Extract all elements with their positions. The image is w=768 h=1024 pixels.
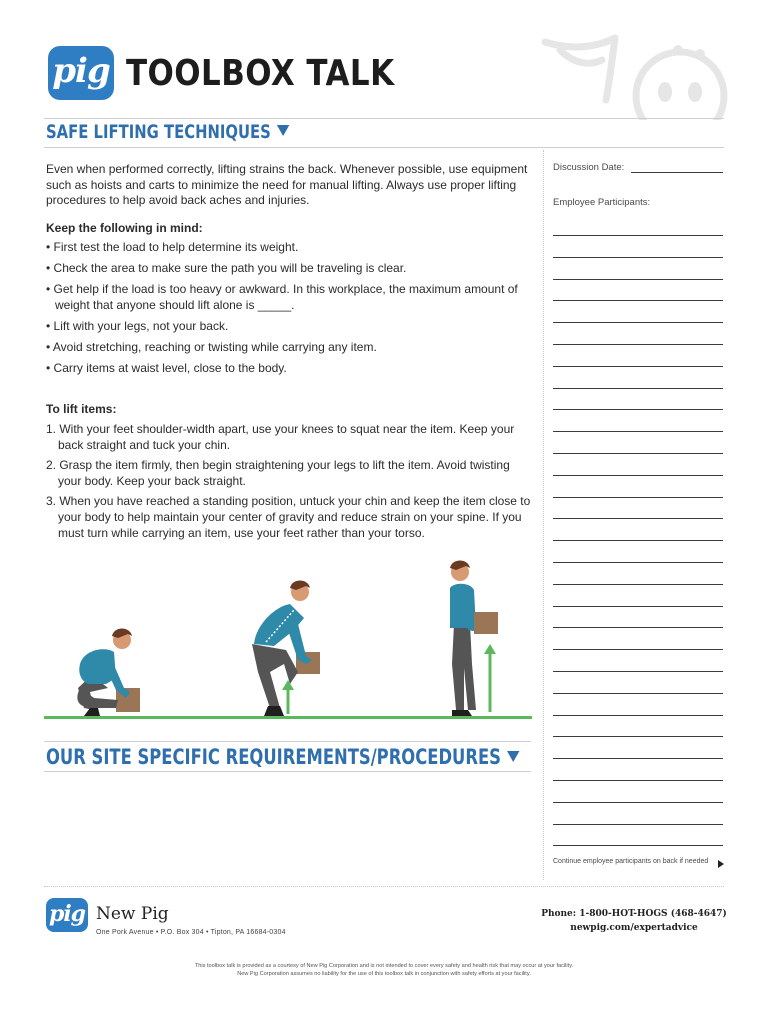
participant-line[interactable] [553,562,723,563]
participant-line[interactable] [553,824,723,825]
triangle-down-icon [277,125,289,136]
disclaimer [120,962,648,978]
continue-note: Continue employee participants on back if needed [553,858,709,865]
participant-line[interactable] [553,780,723,781]
participant-line[interactable] [553,606,723,607]
participant-line[interactable] [553,540,723,541]
participant-line[interactable] [553,518,723,519]
section-rule [44,741,531,742]
list-item: • Carry items at waist level, close to the body. [46,360,287,375]
participant-line[interactable] [553,736,723,737]
lifting-illustration [44,560,534,725]
lift-steps [46,422,536,541]
list-item: • Avoid stretching, reaching or twisting while carrying any item. [46,339,377,354]
box [474,612,498,634]
figure-standing [450,561,498,717]
section-rule [44,147,724,148]
footer-divider [44,886,724,887]
arrow-up-icon [282,680,294,714]
triangle-down-icon [507,751,519,762]
list-item: 3. When you have reached a standing position, untuck your chin and keep the item close to your body to help maintain your center of gravity and reduce strain on your spine. If you must turn while carrying an item, use your feet rather than your torso. [46,494,531,540]
lift-heading: To lift items: [46,402,117,417]
section-title-safe-lifting: SAFE LIFTING TECHNIQUES [46,121,290,143]
discussion-date-label: Discussion Date: [553,162,625,173]
list-item: • First test the load to help determine its weight. [46,240,299,255]
header-rule [44,118,724,119]
participant-line[interactable] [553,279,723,280]
participant-line[interactable] [553,584,723,585]
participant-line[interactable] [553,257,723,258]
arrow-up-icon [484,644,496,712]
brand-name: New Pig [96,904,169,924]
keep-heading: Keep the following in mind: [46,220,203,235]
keep-list [46,240,536,376]
figure-squatting [77,629,140,717]
participant-line[interactable] [553,366,723,367]
participant-line[interactable] [553,300,723,301]
participants-label: Employee Participants: [553,197,651,208]
triangle-right-icon [718,860,724,868]
section-rule [44,771,531,772]
sidebar-divider [543,150,544,880]
participant-line[interactable] [553,475,723,476]
participant-line[interactable] [553,344,723,345]
participant-line[interactable] [553,649,723,650]
list-item: 2. Grasp the item firmly, then begin straightening your legs to lift the item. Avoid twisting your body. Keep your back straight. [46,458,510,488]
participant-line[interactable] [553,453,723,454]
list-item: • Get help if the load is too heavy or awkward. In this workplace, the maximum amount of weight that anyone should lift alone is _____. [46,282,518,312]
intro-paragraph: Even when performed correctly, lifting strains the back. Whenever possible, use equipment such as hoists and carts to minimize the need for manual lifting. Always use proper lifting procedures to help avoid back aches and injuries. [46,162,528,208]
list-item: 1. With your feet shoulder-width apart, use your knees to squat near the item. Keep your back straight and tuck your chin. [46,422,515,452]
footer-website[interactable]: newpig.com/expertadvice [570,923,698,933]
participant-line[interactable] [553,845,723,846]
participant-line[interactable] [553,671,723,672]
participant-line[interactable] [553,693,723,694]
pig-logo: pig [48,46,114,100]
discussion-date-line[interactable] [631,172,723,173]
footer-phone: Phone: 1-800-HOT-HOGS (468-4647) [541,909,727,919]
participant-line[interactable] [553,497,723,498]
participant-line[interactable] [553,431,723,432]
participant-line[interactable] [553,322,723,323]
participant-line[interactable] [553,235,723,236]
participant-line[interactable] [553,715,723,716]
footer-address: One Pork Avenue • P.O. Box 304 • Tipton, PA 16684-0304 [96,929,286,936]
disclaimer-line: New Pig Corporation assumes no liability for the use of this toolbox talk in conjunction with safety efforts at your facility. [237,971,531,977]
participant-line[interactable] [553,802,723,803]
pig-watermark-icon [540,20,730,120]
participant-line[interactable] [553,388,723,389]
list-item: • Check the area to make sure the path you will be traveling is clear. [46,261,407,276]
disclaimer-line: This toolbox talk is provided as a courtesy of New Pig Corporation and is not intended to cover every safety and health risk that may occur at your facility. [194,963,574,969]
section-title-site-requirements: OUR SITE SPECIFIC REQUIREMENTS/PROCEDURES [46,745,520,769]
ground-line [44,716,532,719]
participant-line[interactable] [553,627,723,628]
main-text [46,162,536,546]
list-item: • Lift with your legs, not your back. [46,318,229,333]
participant-line[interactable] [553,758,723,759]
figure-bending [252,581,320,717]
pig-logo: pig [46,898,88,932]
page-title: TOOLBOX TALK [126,53,395,94]
participant-line[interactable] [553,409,723,410]
